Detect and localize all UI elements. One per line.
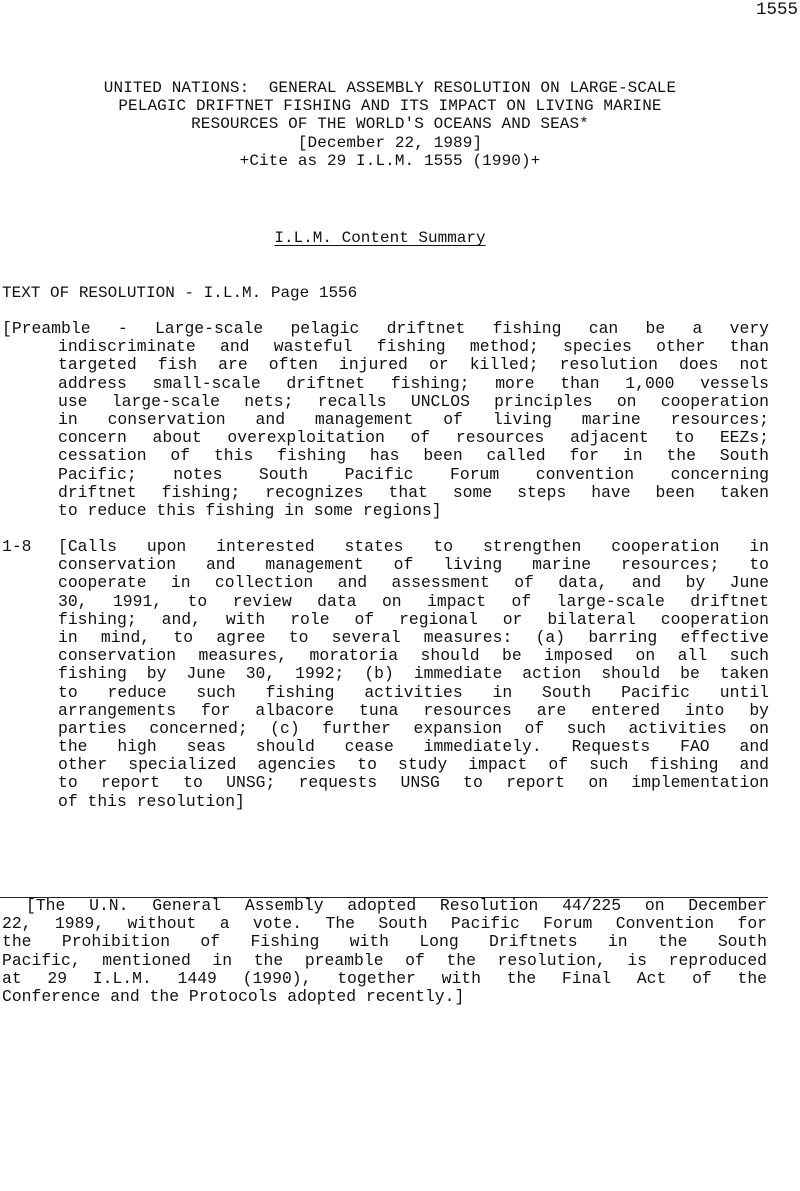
operative-line: the high seas should cease immediately. Requests FAO and (58, 737, 769, 757)
preamble-line: to reduce this fishing in some regions] (58, 500, 442, 520)
operative-line: of this resolution] (58, 791, 245, 811)
operative-line: cooperate in collection and assessment of data, and by June (58, 573, 769, 593)
preamble-paragraph (2, 320, 769, 520)
operative-line: fishing by June 30, 1992; (b) immediate action should be taken (58, 664, 769, 684)
operative-line: conservation and management of living marine resources; to (58, 555, 769, 575)
title-line: UNITED NATIONS: GENERAL ASSEMBLY RESOLUTION ON LARGE-SCALE (103, 79, 677, 97)
content-summary-heading (0, 229, 760, 247)
page-number: 1555 (755, 0, 798, 20)
content-summary-heading-text: I.L.M. Content Summary (274, 229, 486, 247)
section-heading: TEXT OF RESOLUTION - I.L.M. Page 1556 (2, 284, 358, 302)
footnote-line: at 29 I.L.M. 1449 (1990), together with the Final Act of the (2, 968, 767, 988)
footnote-line: Conference and the Protocols adopted recently.] (2, 986, 465, 1006)
operative-line: arrangements for albacore tuna resources are entered into by (58, 700, 769, 720)
operative-paragraph (58, 538, 769, 811)
footnote-line: the Prohibition of Fishing with Long Driftnets in the South (2, 932, 767, 952)
operative-line: conservation measures, moratoria should be imposed on all such (58, 646, 769, 666)
preamble-line: in conservation and management of living marine resources; (58, 409, 769, 429)
preamble-line: [Preamble - Large-scale pelagic driftnet fishing can be a very (2, 319, 769, 338)
title-line: PELAGIC DRIFTNET FISHING AND ITS IMPACT ON LIVING MARINE (118, 97, 662, 116)
title-date: [December 22, 1989] (297, 133, 483, 152)
operative-line: other specialized agencies to study impact of such fishing and (58, 755, 769, 775)
preamble-line: address small-scale driftnet fishing; more than 1,000 vessels (58, 373, 769, 393)
operative-line: parties concerned; (c) further expansion of such activities on (58, 718, 769, 738)
preamble-line: driftnet fishing; recognizes that some steps have been taken (58, 482, 769, 502)
footnote-line: [The U.N. General Assembly adopted Resolution 44/225 on December (26, 896, 767, 915)
preamble-line: Pacific; notes South Pacific Forum convention concerning (58, 464, 769, 484)
preamble-line: use large-scale nets; recalls UNCLOS principles on cooperation (58, 391, 769, 411)
preamble-line: indiscriminate and wasteful fishing method; species other than (58, 337, 769, 357)
preamble-line: targeted fish are often injured or killed; resolution does not (58, 355, 769, 375)
title-line: RESOURCES OF THE WORLD'S OCEANS AND SEAS* (191, 115, 589, 134)
preamble-line: cessation of this fishing has been called for in the South (58, 446, 769, 466)
operative-line: 30, 1991, to review data on impact of large-scale driftnet (58, 591, 769, 611)
operative-line: to reduce such fishing activities in South Pacific until (58, 682, 769, 702)
footnote (2, 897, 767, 1006)
operative-line: fishing; and, with role of regional or bilateral cooperation (58, 609, 769, 629)
footnote-line: 22, 1989, without a vote. The South Pacific Forum Convention for (2, 914, 767, 934)
operative-line: to report to UNSG; requests UNSG to report on implementation (58, 773, 769, 793)
footnote-line: Pacific, mentioned in the preamble of the resolution, is reproduced (2, 950, 767, 970)
operative-line: [Calls upon interested states to strengthen cooperation in (58, 537, 769, 556)
operative-line: in mind, to agree to several measures: (a) barring effective (58, 627, 769, 647)
preamble-line: concern about overexploitation of resources adjacent to EEZs; (58, 428, 769, 448)
operative-paragraph-range: 1-8 (2, 537, 32, 556)
document-title (0, 79, 780, 170)
citation: +Cite as 29 I.L.M. 1555 (1990)+ (239, 151, 541, 170)
